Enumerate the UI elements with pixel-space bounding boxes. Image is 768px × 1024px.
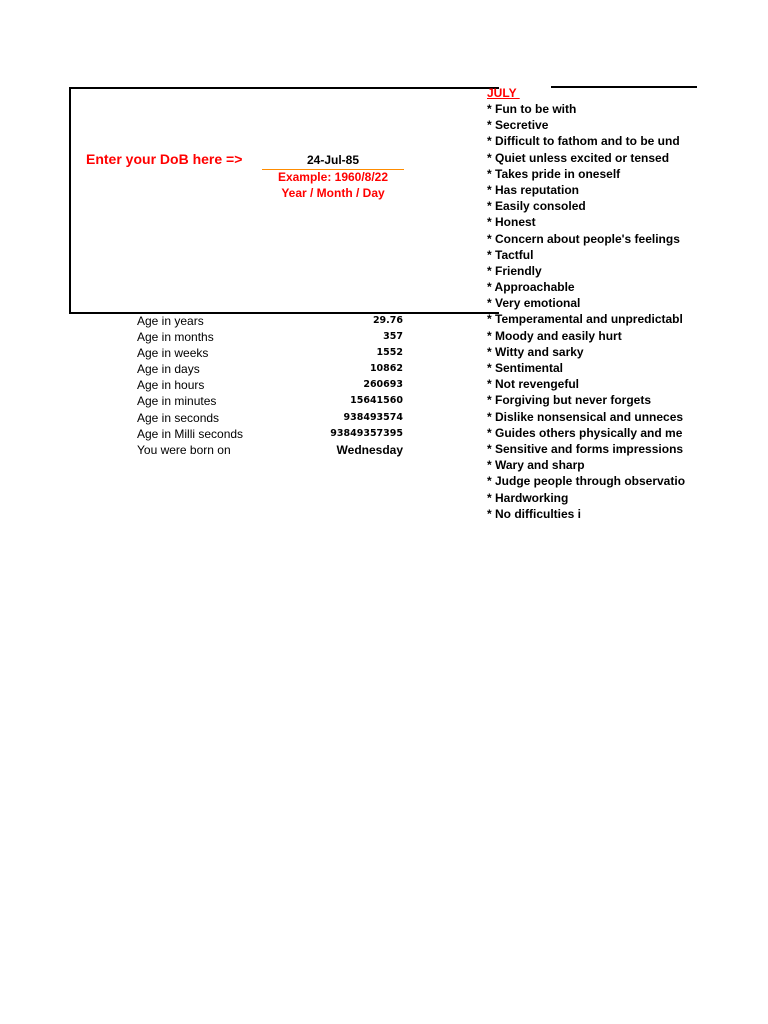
trait-item: * Moody and easily hurt <box>487 328 622 343</box>
trait-item: * Friendly <box>487 263 542 278</box>
stat-value: 93849357395 <box>330 427 403 439</box>
stat-label: Age in years <box>137 314 204 328</box>
trait-item: * Tactful <box>487 247 534 262</box>
stat-row-months <box>137 329 403 345</box>
trait-item: * Easily consoled <box>487 199 586 214</box>
stat-row-born-day <box>137 442 403 458</box>
stat-value: Wednesday <box>336 442 403 457</box>
trait-item: * Honest <box>487 215 536 230</box>
trait-item: * Not revengeful <box>487 377 580 392</box>
stat-label: Age in months <box>137 330 214 345</box>
stat-value: 260693 <box>363 379 403 391</box>
stat-value: 10862 <box>369 363 403 375</box>
dob-format-hint: Year / Month / Day <box>281 186 385 200</box>
stat-row-weeks <box>137 345 403 361</box>
trait-item: * Temperamental and unpredictabl <box>487 312 683 327</box>
trait-item: * Guides others physically and me <box>487 425 683 440</box>
trait-item: * Dislike nonsensical and unneces <box>487 409 684 424</box>
stat-label: Age in days <box>137 362 200 377</box>
trait-item: * Sensitive and forms impressions <box>487 441 684 456</box>
month-traits-list <box>487 86 697 522</box>
trait-item: * Witty and sarky <box>487 344 584 359</box>
stat-row-minutes <box>137 393 403 409</box>
dob-input-cell[interactable]: 24-Jul-85 <box>262 152 404 170</box>
stat-row-days <box>137 361 403 377</box>
dob-prompt-label: Enter your DoB here => <box>86 151 243 167</box>
stat-row-years <box>137 313 403 329</box>
trait-item: * Very emotional <box>487 296 581 311</box>
trait-item: * Takes pride in oneself <box>487 166 621 181</box>
stat-row-hours <box>137 377 403 393</box>
trait-item: * Sentimental <box>487 361 564 375</box>
month-heading: JULY <box>487 86 520 100</box>
trait-item: * Quiet unless excited or tensed <box>487 150 670 165</box>
stat-row-seconds <box>137 410 403 426</box>
age-stats-table <box>137 313 403 458</box>
stat-label: You were born on <box>137 442 231 457</box>
trait-item: * Wary and sharp <box>487 458 585 473</box>
trait-item: * Forgiving but never forgets <box>487 393 652 408</box>
stat-label: Age in weeks <box>137 346 209 361</box>
stat-row-milliseconds <box>137 426 403 442</box>
trait-item: * Has reputation <box>487 182 580 197</box>
trait-item: * Approachable <box>487 280 575 295</box>
stat-label: Age in Milli seconds <box>137 426 244 441</box>
dob-input-box <box>69 87 499 314</box>
stat-value: 1552 <box>376 347 403 359</box>
stat-value: 938493574 <box>343 411 403 423</box>
trait-item: * Concern about people's feelings <box>487 231 680 246</box>
stat-label: Age in seconds <box>137 410 220 425</box>
trait-item: * Judge people through observatio <box>487 474 686 489</box>
stat-label: Age in hours <box>137 378 205 393</box>
trait-item: * Secretive <box>487 118 549 133</box>
stat-value: 15641560 <box>350 395 403 407</box>
trait-item: * Difficult to fathom and to be und <box>487 134 680 149</box>
dob-example-text: Example: 1960/8/22 <box>277 170 389 184</box>
stat-value: 357 <box>383 331 403 343</box>
stat-value: 29.76 <box>372 315 403 326</box>
trait-item: * Hardworking <box>487 490 569 505</box>
trait-item: * No difficulties i <box>487 506 582 521</box>
stat-label: Age in minutes <box>137 394 217 409</box>
trait-item: * Fun to be with <box>487 102 577 116</box>
